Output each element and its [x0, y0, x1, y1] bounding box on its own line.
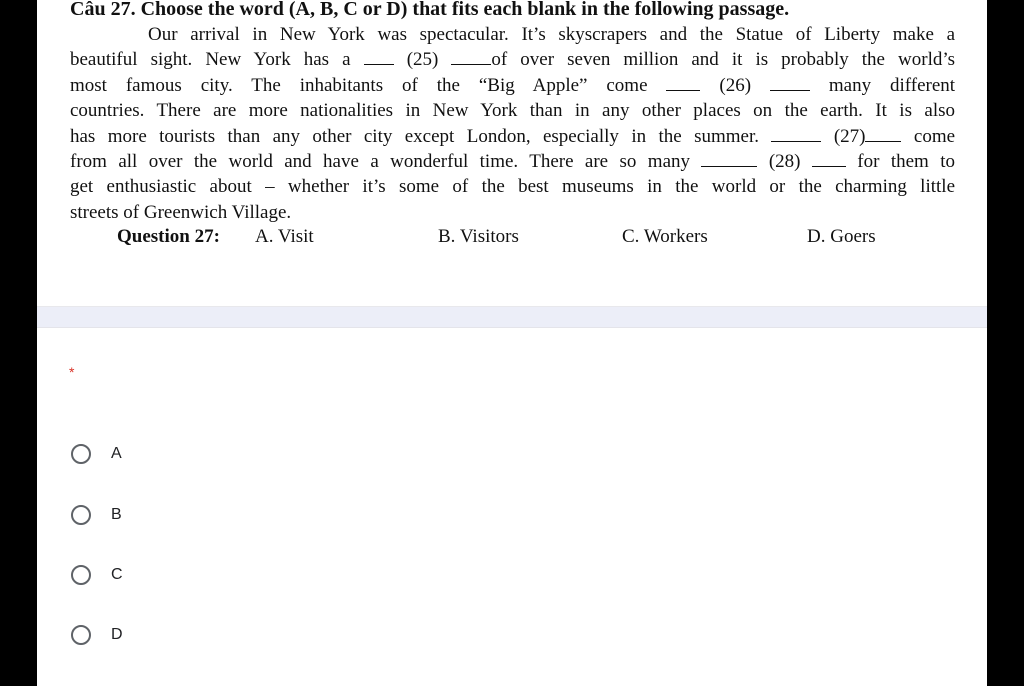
option-c-text: C. Workers	[622, 226, 708, 247]
blank	[666, 76, 700, 91]
options-label: Question 27:	[117, 226, 220, 247]
blank	[701, 152, 757, 167]
required-marker: *	[69, 364, 75, 380]
blank	[865, 127, 901, 142]
choice-d[interactable]	[71, 621, 271, 649]
answer-options-row	[117, 226, 957, 252]
option-d-text: D. Goers	[807, 226, 876, 247]
blank	[770, 76, 810, 91]
choice-label: C	[111, 566, 123, 583]
passage	[70, 22, 955, 225]
divider	[37, 327, 987, 328]
passage-line: countries. There are more nationalities in New York than in any other places on the earth. It is also	[70, 100, 955, 122]
option-a-text: A. Visit	[255, 226, 314, 247]
radio-button[interactable]	[71, 625, 91, 645]
passage-line: has more tourists than any other city except London, especially in the summer. (27) come	[70, 125, 956, 147]
passage-line: beautiful sight. New York has a (25) of over seven million and it is probably the world’s	[70, 49, 956, 71]
passage-line: from all over the world and have a wonderful time. There are so many (28) for them to	[70, 151, 956, 173]
radio-button[interactable]	[71, 565, 91, 585]
question-heading: Câu 27. Choose the word (A, B, C or D) that fits each blank in the following passage.	[70, 0, 790, 20]
section-band	[37, 307, 987, 327]
blank	[364, 50, 394, 65]
radio-button[interactable]	[71, 444, 91, 464]
blank	[451, 50, 491, 65]
passage-line: most famous city. The inhabitants of the “Big Apple” come (26) many different	[70, 74, 956, 96]
choice-label: A	[111, 445, 122, 462]
choice-c[interactable]	[71, 561, 271, 589]
choice-b[interactable]	[71, 501, 271, 529]
radio-button[interactable]	[71, 505, 91, 525]
choice-label: D	[111, 626, 123, 643]
passage-line: Our arrival in New York was spectacular. It’s skyscrapers and the Statue of Liberty make a	[148, 24, 955, 45]
blank	[771, 127, 821, 142]
blank	[812, 152, 846, 167]
passage-line: get enthusiastic about – whether it’s some of the best museums in the world or the charming little	[70, 176, 955, 198]
option-b-text: B. Visitors	[438, 226, 519, 247]
form-question-card	[37, 0, 987, 686]
choice-a[interactable]	[71, 440, 271, 468]
choice-label: B	[111, 506, 122, 523]
question-image	[37, 0, 987, 305]
passage-line: streets of Greenwich Village.	[70, 201, 292, 223]
